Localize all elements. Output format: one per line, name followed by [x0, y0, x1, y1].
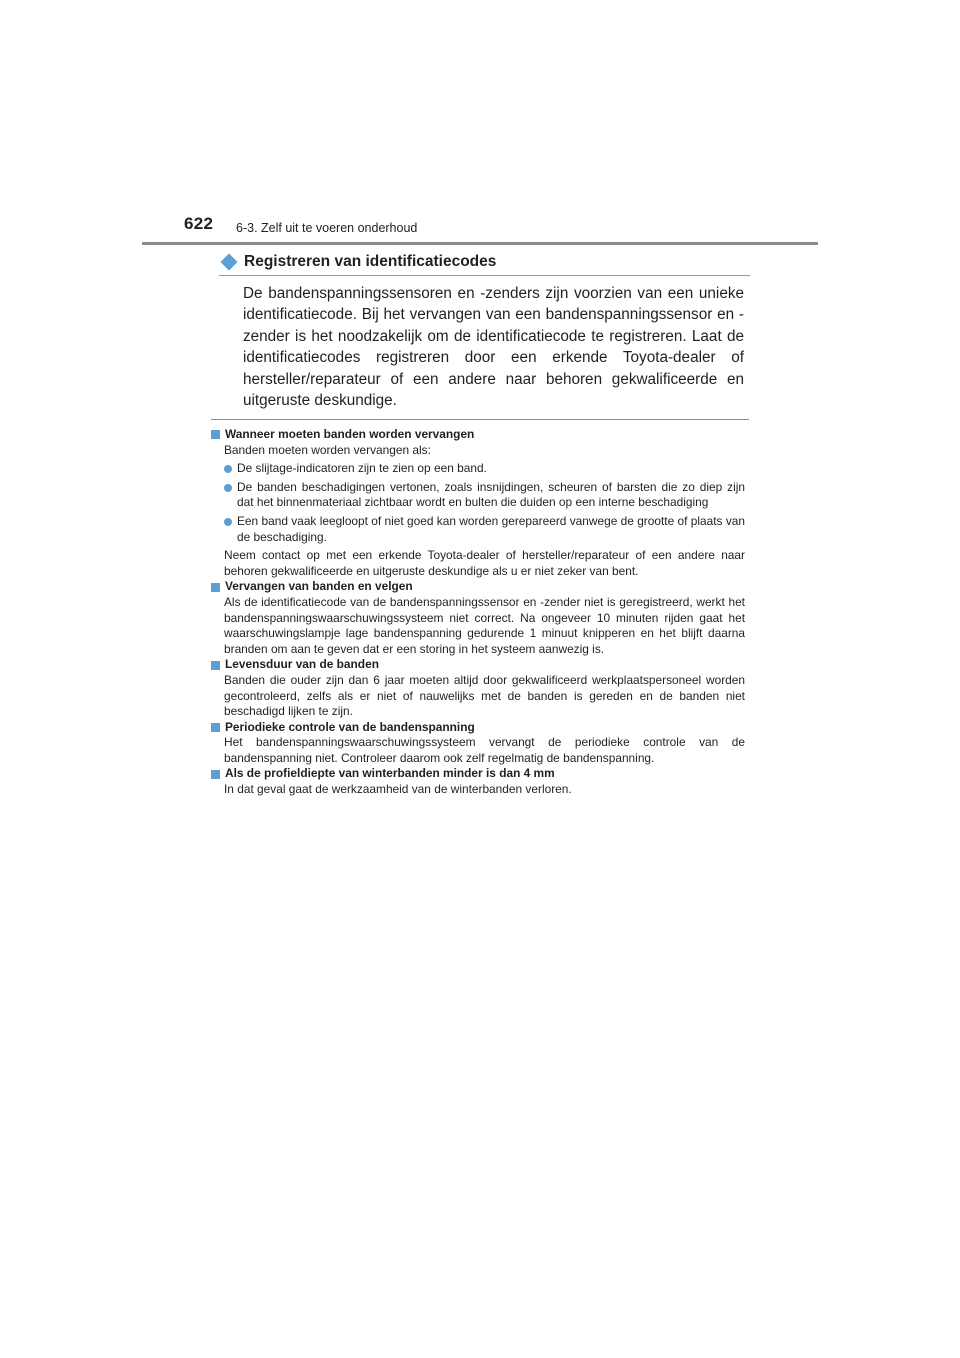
note-paragraph: Neem contact op met een erkende Toyota-dealer of hersteller/reparateur of een andere naar behoren gekwalificeerde en uitgeruste deskundige als u er niet zeker van bent. — [224, 548, 745, 578]
square-bullet-icon — [211, 430, 220, 439]
note-heading — [211, 657, 745, 673]
note-title: Als de profieldiepte van winterbanden minder is dan 4 mm — [225, 766, 555, 781]
subsection-heading — [219, 253, 750, 276]
section-label: 6-3. Zelf uit te voeren onderhoud — [236, 221, 418, 235]
dot-bullet-icon — [224, 518, 232, 526]
header-rule — [142, 242, 818, 245]
subsection-title: Registreren van identificatiecodes — [244, 253, 497, 270]
note-block — [211, 766, 745, 797]
note-paragraph: Banden moeten worden vervangen als: — [224, 442, 431, 457]
page-number: 622 — [184, 214, 214, 233]
section-divider — [211, 419, 749, 420]
note-paragraph: Het bandenspanningswaarschuwingssysteem vervangt de periodieke controle van de bandenspanning niet. Controleer daarom ook zelf regelmatig de bandenspanning. — [224, 735, 745, 765]
square-bullet-icon — [211, 583, 220, 592]
list-item-text: De slijtage-indicatoren zijn te zien op een band. — [237, 461, 487, 476]
notes-section — [211, 427, 745, 798]
note-title: Wanneer moeten banden worden vervangen — [225, 427, 475, 441]
note-block — [211, 657, 745, 719]
subsection-body: De bandenspanningssensoren en -zenders zijn voorzien van een unieke identificatiecode. Bij het vervangen van een bandenspanningssensor en -zender is het noodzakelijk om de identificatiecode te registreren. Laat de identificatiecodes registreren door een erkende Toyota-dealer of hersteller/​reparateur of een andere naar behoren gekwalificeerde en uitgeruste deskundige. — [243, 285, 744, 410]
note-block — [211, 427, 745, 579]
list-item-text: Een band vaak leegloopt of niet goed kan worden gerepareerd vanwege de grootte of plaats van de beschadiging. — [237, 513, 745, 544]
note-paragraph: Als de identificatiecode van de bandenspanningssensor en -zender niet is geregistreerd, werkt het bandenspanningswaarschuwingssysteem niet correct. Na ongeveer 10 minuten rijden gaat het waarschuwingslampje lage bandenspanning gedurende 1 minuut knipperen en het blijft daarna branden om aan te geven dat er een storing in het systeem aanwezig is. — [224, 594, 745, 656]
square-bullet-icon — [211, 770, 220, 779]
note-heading — [211, 427, 745, 443]
note-block — [211, 579, 745, 657]
note-heading — [211, 579, 745, 595]
list-item — [224, 461, 745, 477]
note-title: Levensduur van de banden — [225, 657, 379, 672]
note-paragraph: In dat geval gaat de werkzaamheid van de winterbanden verloren. — [224, 782, 572, 797]
bullet-list — [211, 461, 745, 545]
dot-bullet-icon — [224, 465, 232, 473]
note-paragraph: Banden die ouder zijn dan 6 jaar moeten altijd door gekwalificeerd werkplaatspersoneel worden gecontroleerd, zelfs als er niet of nauwelijks met de banden is gereden en de banden niet beschadigd lijken te zijn. — [224, 672, 745, 719]
diamond-icon — [221, 254, 238, 271]
square-bullet-icon — [211, 723, 220, 732]
note-title: Periodieke controle van de bandenspanning — [225, 719, 475, 734]
note-block — [211, 720, 745, 767]
note-heading — [211, 766, 745, 782]
square-bullet-icon — [211, 661, 220, 670]
list-item — [224, 480, 745, 511]
note-title: Vervangen van banden en velgen — [225, 579, 413, 594]
note-heading — [211, 720, 745, 736]
list-item — [224, 514, 745, 545]
list-item-text: De banden beschadigingen vertonen, zoals insnijdingen, scheuren of barsten die zo diep zijn dat het binnenmateriaal zichtbaar wordt en bulten die duiden op een interne beschadiging — [237, 479, 745, 510]
dot-bullet-icon — [224, 484, 232, 492]
